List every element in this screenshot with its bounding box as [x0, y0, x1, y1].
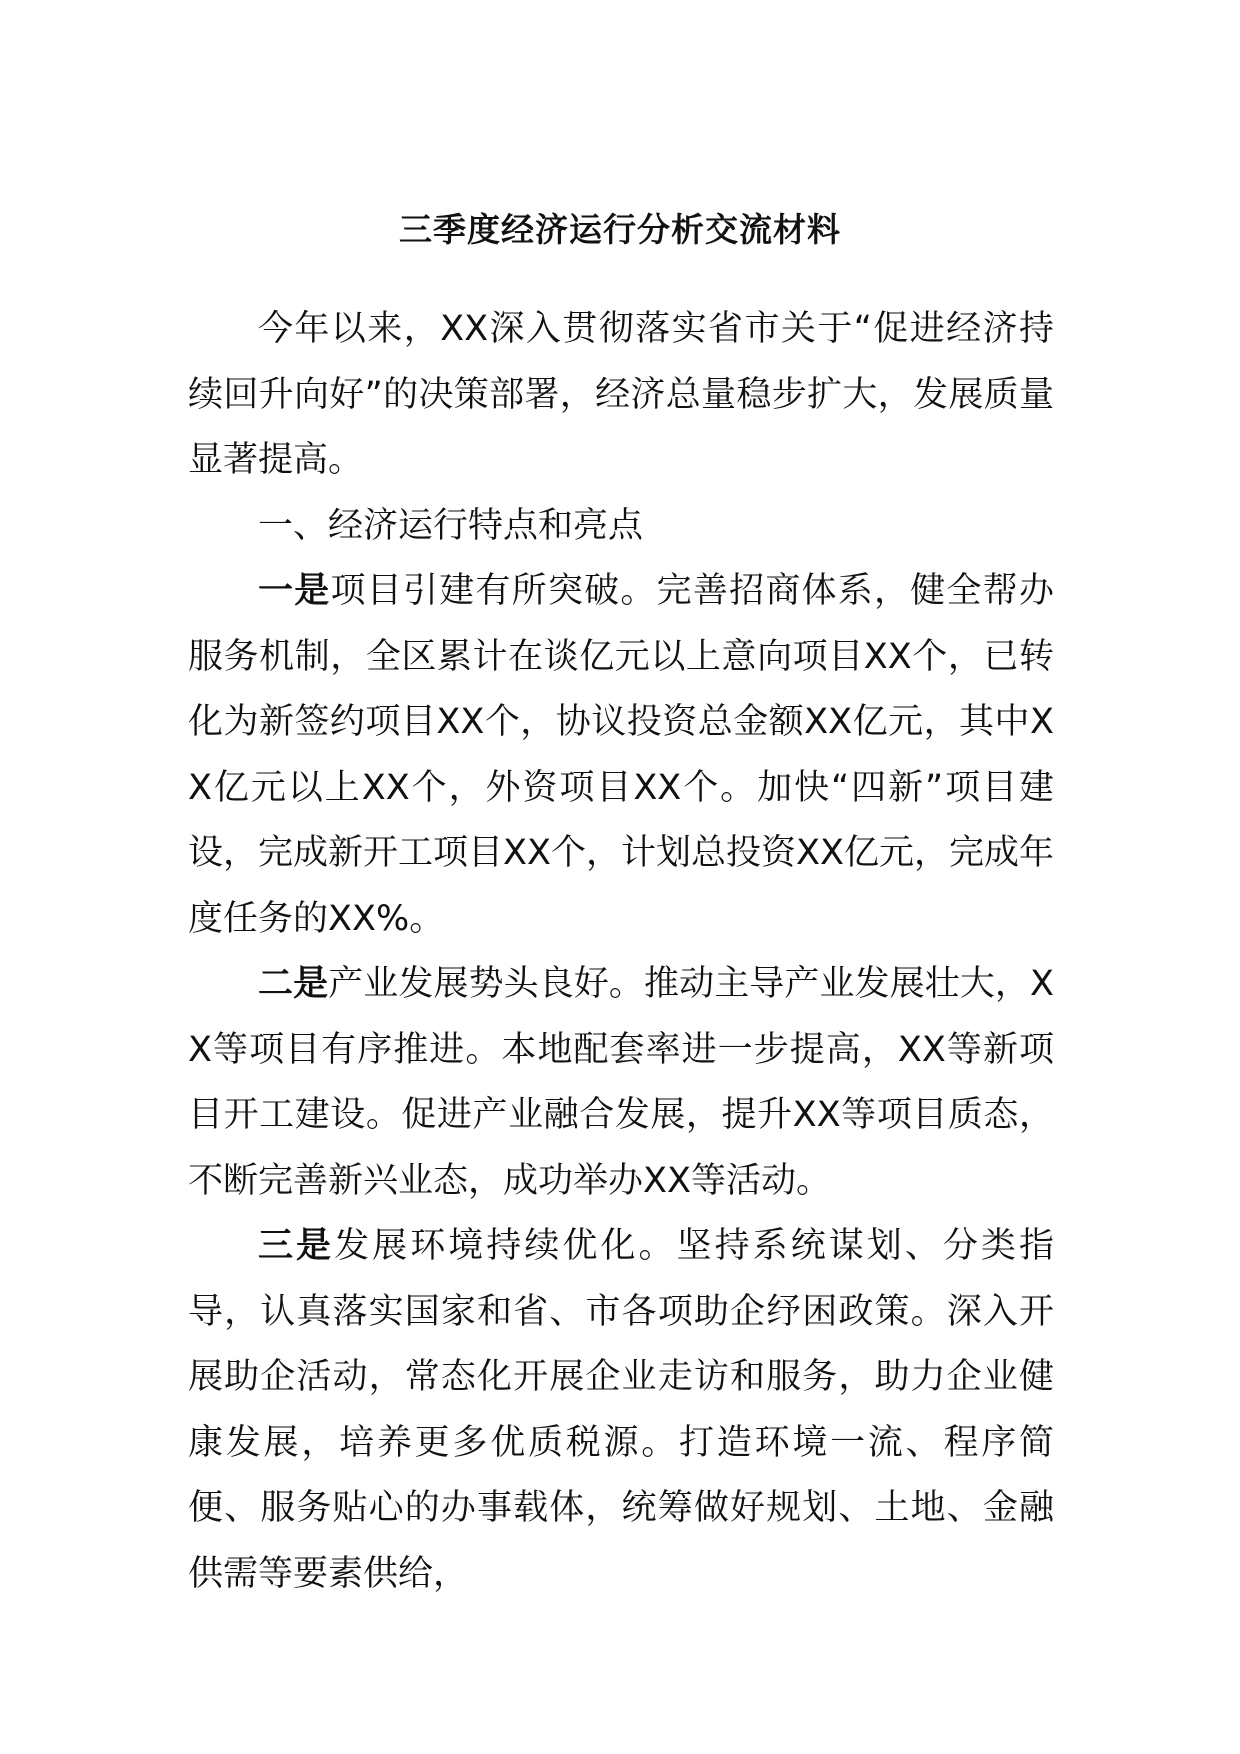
document-title: 三季度经济运行分析交流材料 — [399, 210, 841, 249]
intro-paragraph: 今年以来，XX深入贯彻落实省市关于“促进经济持续回升向好”的决策部署，经济总量稳步扩大，发展质量显著提高。 — [188, 309, 1054, 480]
point-lead-3: 三是 — [258, 1226, 335, 1266]
point-lead-2: 二是 — [258, 964, 329, 1004]
document-body — [188, 297, 1054, 1607]
point-text-2: 产业发展势头良好。推动主导产业发展壮大，XX等项目有序推进。本地配套率进一步提高，XX等新项目开工建设。促进产业融合发展，提升XX等项目质态，不断完善新兴业态，成功举办XX等活动。 — [188, 964, 1054, 1201]
point-paragraph-2 — [188, 952, 1054, 1214]
point-text-1: 项目引建有所突破。完善招商体系，健全帮办服务机制，全区累计在谈亿元以上意向项目XX个，已转化为新签约项目XX个，协议投资总金额XX亿元，其中XX亿元以上XX个，外资项目XX个。加快“四新”项目建设，完成新开工项目XX个，计划总投资XX亿元，完成年度任务的XX%。 — [188, 571, 1054, 939]
point-paragraph-3 — [188, 1214, 1054, 1607]
point-text-3: 发展环境持续优化。坚持系统谋划、分类指导，认真落实国家和省、市各项助企纾困政策。深入开展助企活动，常态化开展企业走访和服务，助力企业健康发展，培养更多优质税源。打造环境一流、程序简便、服务贴心的办事载体，统筹做好规划、土地、金融供需等要素供给， — [188, 1226, 1054, 1594]
section-heading: 一、经济运行特点和亮点 — [258, 505, 644, 546]
point-lead-1: 一是 — [258, 571, 331, 611]
point-paragraph-1 — [188, 559, 1054, 952]
